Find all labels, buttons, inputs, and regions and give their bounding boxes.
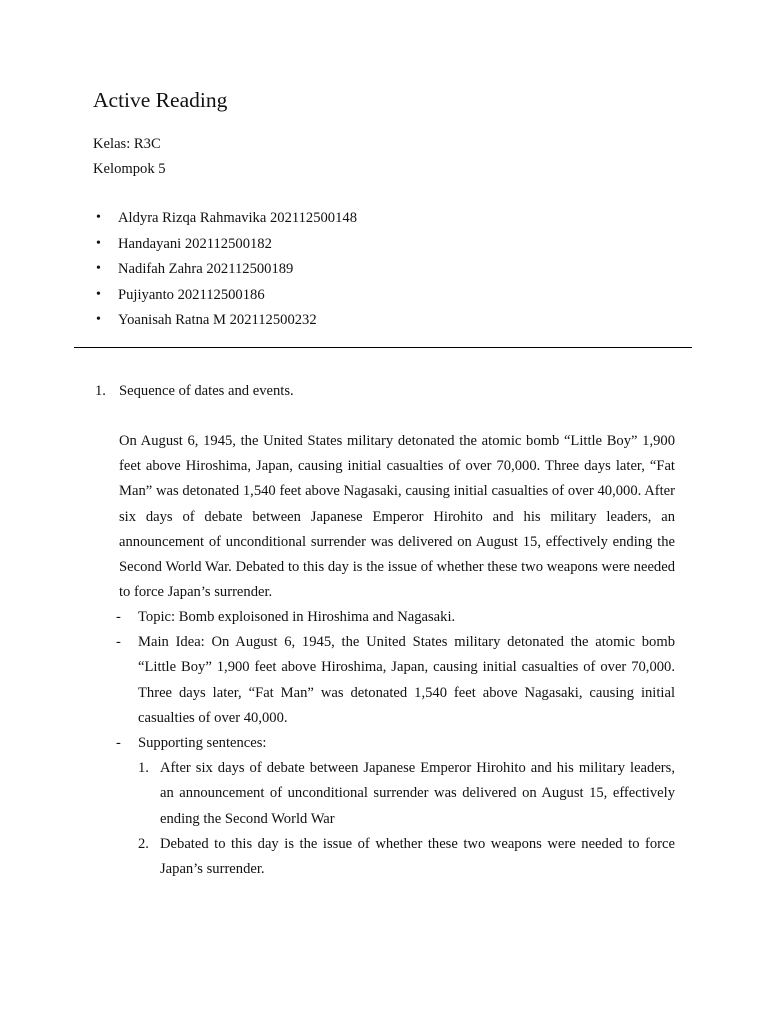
supporting-list xyxy=(138,756,675,882)
supporting-label: Supporting sentences: xyxy=(138,735,267,752)
supporting-item xyxy=(113,731,675,882)
bullet-icon: • xyxy=(96,261,101,276)
list-item xyxy=(93,234,357,260)
page-title: Active Reading xyxy=(93,88,228,112)
dash-icon: - xyxy=(116,634,121,651)
item-number: 1. xyxy=(138,760,149,777)
group-info: Kelompok 5 xyxy=(93,161,166,177)
supporting-sentence: After six days of debate between Japanese Emperor Hirohito and his military leaders, an announcement of unconditional surrender was delivered on August 15, effectively ending the Second World War xyxy=(160,760,675,827)
list-item xyxy=(93,259,357,285)
member-name: Pujiyanto 202112500186 xyxy=(118,286,265,303)
bullet-icon: • xyxy=(96,235,101,251)
list-item xyxy=(93,208,357,234)
list-item xyxy=(138,832,675,882)
topic-text: Topic: Bomb exploisoned in Hiroshima and Nagasaki. xyxy=(138,609,456,625)
bullet-icon: • xyxy=(96,286,101,302)
supporting-block xyxy=(138,731,675,882)
section-heading xyxy=(95,381,294,401)
horizontal-divider xyxy=(74,347,692,348)
member-list xyxy=(93,208,357,336)
dash-icon: - xyxy=(116,609,121,625)
section-number: 1. xyxy=(95,383,106,399)
main-idea-text: Main Idea: On August 6, 1945, the United States military detonated the atomic bomb “Little Boy” 1,900 feet above Hiroshima, Japan, causing initial casualties of over 70,000. Three days later, “Fat Man” was detonated 1,540 feet above Nagasaki, causing initial casualties of over 40,000. xyxy=(138,634,675,726)
dash-icon: - xyxy=(116,735,121,752)
topic-item xyxy=(113,605,675,630)
member-name: Nadifah Zahra 202112500189 xyxy=(118,261,294,277)
member-name: Handayani 202112500182 xyxy=(118,235,272,252)
member-name: Aldyra Rizqa Rahmavika 202112500148 xyxy=(118,210,357,226)
supporting-sentence: Debated to this day is the issue of whether these two weapons were needed to force Japan’s surrender. xyxy=(160,835,675,878)
main-idea-item xyxy=(113,630,675,731)
class-info: Kelas: R3C xyxy=(93,136,161,152)
item-number: 2. xyxy=(138,835,149,852)
member-name: Yoanisah Ratna M 202112500232 xyxy=(118,312,317,328)
analysis-list xyxy=(113,605,675,882)
list-item xyxy=(138,756,675,832)
section-title: Sequence of dates and events. xyxy=(119,383,294,399)
list-item xyxy=(93,310,357,336)
passage-paragraph: On August 6, 1945, the United States military detonated the atomic bomb “Little Boy” 1,900 feet above Hiroshima, Japan, causing initial casualties of over 70,000. Three days later, “Fat Man” was detonated 1,540 feet above Nagasaki, causing initial casualties of over 40,000. After six days of debate between Japanese Emperor Hirohito and his military leaders, an announcement of unconditional surrender was delivered on August 15, effectively ending the Second World War. Debated to this day is the issue of whether these two weapons were needed to force Japan’s surrender. xyxy=(119,433,675,601)
bullet-icon: • xyxy=(96,210,101,225)
bullet-icon: • xyxy=(96,312,101,327)
list-item xyxy=(93,285,357,311)
